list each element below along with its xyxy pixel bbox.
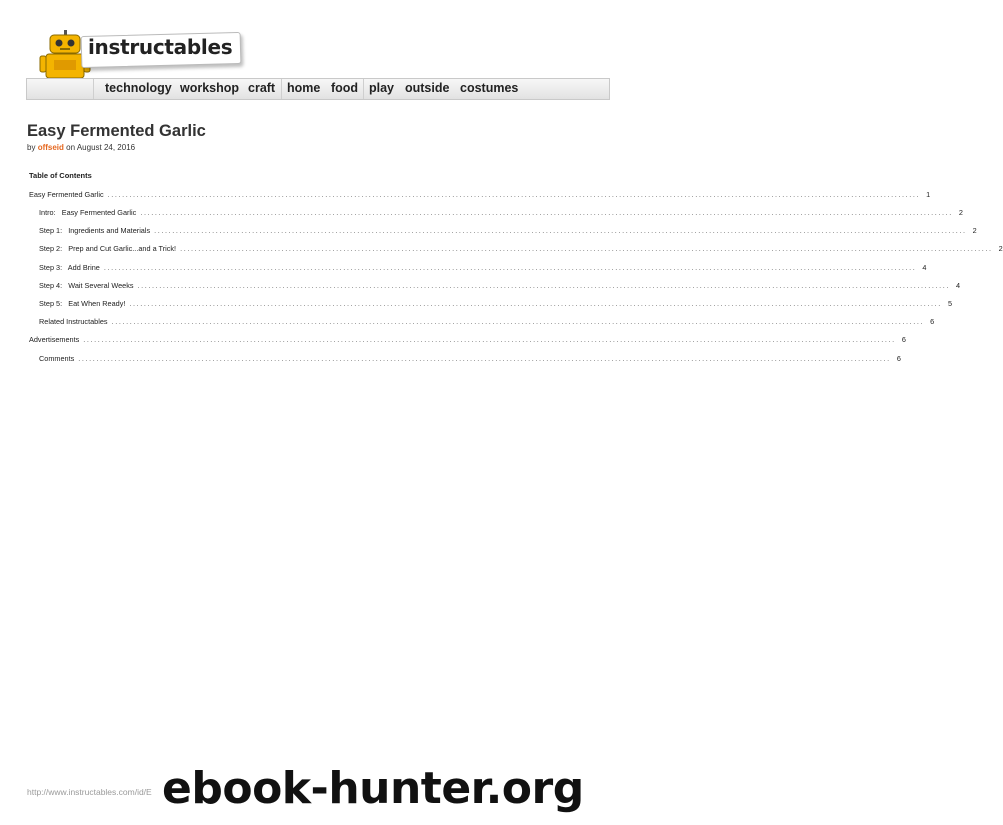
toc-entry[interactable] xyxy=(29,244,1003,254)
toc-page-number: 6 xyxy=(896,354,901,363)
byline-prefix: by xyxy=(27,143,36,152)
toc-page-number: 6 xyxy=(901,335,906,344)
toc-entry-label: Intro: Easy Fermented Garlic xyxy=(39,208,137,217)
toc-page-number: 6 xyxy=(930,317,935,326)
nav-separator xyxy=(281,79,282,99)
author-link[interactable]: offseid xyxy=(37,143,64,152)
toc-page-number: 2 xyxy=(958,208,963,217)
byline xyxy=(27,143,135,152)
toc-entry-label: Easy Fermented Garlic xyxy=(29,190,104,199)
toc-page-number: 2 xyxy=(972,226,977,235)
site-header xyxy=(26,28,610,102)
publish-date: on August 24, 2016 xyxy=(66,143,136,152)
toc-entry[interactable] xyxy=(29,281,961,291)
nav-item-costumes[interactable]: costumes xyxy=(460,81,519,95)
category-nav xyxy=(26,78,610,100)
nav-separator xyxy=(363,79,364,99)
toc-leader-dots: ................................................................................................................................................................................................................................ xyxy=(78,354,891,363)
toc-entry-label: Step 5: Eat When Ready! xyxy=(39,299,126,308)
toc-entry-label: Step 3: Add Brine xyxy=(39,263,100,272)
toc-leader-dots: ................................................................................................................................................................................................................................ xyxy=(111,317,925,326)
watermark-text: ebook-hunter.org xyxy=(162,763,584,814)
toc-leader-dots: ................................................................................................................................................................................................................................ xyxy=(129,299,942,308)
toc-entry[interactable] xyxy=(29,226,977,236)
toc-leader-dots: ................................................................................................................................................................................................................................ xyxy=(83,335,896,344)
page-title: Easy Fermented Garlic xyxy=(27,122,206,140)
nav-item-technology[interactable]: technology xyxy=(105,81,172,95)
toc-leader-dots: ................................................................................................................................................................................................................................ xyxy=(140,208,953,217)
nav-item-food[interactable]: food xyxy=(331,81,359,95)
toc-page-number: 2 xyxy=(998,244,1003,253)
toc-page-number: 1 xyxy=(926,190,931,199)
footer-source-url[interactable]: http://www.instructables.com/id/E xyxy=(27,787,152,797)
toc-entry-label: Advertisements xyxy=(29,335,80,344)
toc-entry-label: Step 4: Wait Several Weeks xyxy=(39,281,134,290)
toc-leader-dots: ................................................................................................................................................................................................................................ xyxy=(107,190,921,199)
toc-entry[interactable] xyxy=(29,317,935,327)
toc-entry-label: Related Instructables xyxy=(39,317,108,326)
toc-entry-label: Step 1: Ingredients and Materials xyxy=(39,226,151,235)
toc-entry[interactable] xyxy=(29,190,931,200)
nav-item-workshop[interactable]: workshop xyxy=(180,81,240,95)
toc-entry-label: Step 2: Prep and Cut Garlic...and a Trick! xyxy=(39,244,177,253)
site-logo-text[interactable]: instructables xyxy=(88,35,233,59)
nav-item-play[interactable]: play xyxy=(369,81,395,95)
nav-separator xyxy=(93,79,94,99)
nav-item-outside[interactable]: outside xyxy=(405,81,450,95)
toc-leader-dots: ................................................................................................................................................................................................................................ xyxy=(103,263,917,272)
toc-leader-dots: ................................................................................................................................................................................................................................ xyxy=(180,244,993,253)
toc-page-number: 4 xyxy=(922,263,927,272)
toc-page-number: 5 xyxy=(947,299,952,308)
toc-entry[interactable] xyxy=(29,208,963,218)
toc-entry[interactable] xyxy=(29,299,952,309)
toc-entry[interactable] xyxy=(29,263,927,273)
toc-leader-dots: ................................................................................................................................................................................................................................ xyxy=(154,226,967,235)
toc-entry[interactable] xyxy=(29,354,901,364)
toc-page-number: 4 xyxy=(956,281,961,290)
toc-heading: Table of Contents xyxy=(29,171,92,180)
toc-entry[interactable] xyxy=(29,335,906,345)
nav-item-home[interactable]: home xyxy=(287,81,321,95)
toc-leader-dots: ................................................................................................................................................................................................................................ xyxy=(137,281,951,290)
toc-entry-label: Comments xyxy=(39,354,75,363)
nav-item-craft[interactable]: craft xyxy=(248,81,276,95)
